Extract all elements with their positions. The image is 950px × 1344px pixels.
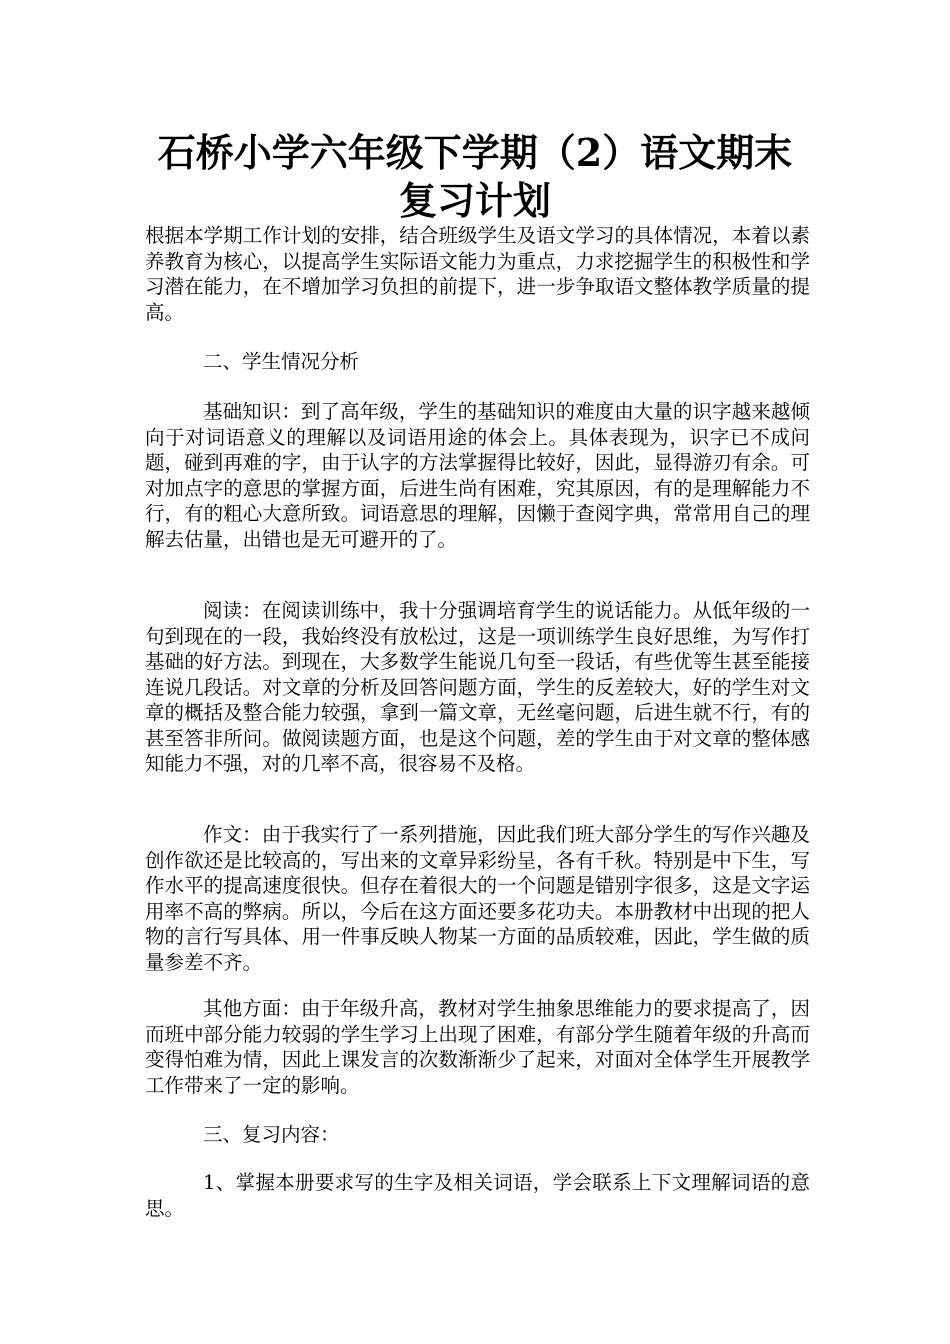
paragraph-other-aspects: 其他方面：由于年级升高，教材对学生抽象思维能力的要求提高了，因而班中部分能力较弱的学生学习上出现了困难，有部分学生随着年级的升高而变得怕难为情，因此上课发言的次数渐渐少了起来，对面对全体学生开展教学工作带来了一定的影响。 — [145, 997, 810, 1097]
review-item-1: 1、掌握本册要求写的生字及相关词语，学会联系上下文理解词语的意思。 — [145, 1171, 810, 1220]
intro-paragraph: 根据本学期工作计划的安排，结合班级学生及语文学习的具体情况，本着以素养教育为核心，以提高学生实际语文能力为重点，力求挖掘学生的积极性和学习潜在能力，在不增加学习负担的前提下，进一步争取语文整体教学质量的提高。 — [145, 224, 810, 324]
paragraph-reading: 阅读：在阅读训练中，我十分强调培育学生的说话能力。从低年级的一句到现在的一段，我始终没有放松过，这是一项训练学生良好思维，为写作打基础的好方法。到现在，大多数学生能说几句至一段话，有些优等生甚至能接连说几段话。对文章的分析及回答问题方面，学生的反差较大，好的学生对文章的概括及整合能力较强，拿到一篇文章，无丝毫问题，后进生就不行，有的甚至答非所问。做阅读题方面，也是这个问题，差的学生由于对文章的整体感知能力不强，对的几率不高，很容易不及格。 — [145, 599, 810, 775]
paragraph-writing: 作文：由于我实行了一系列措施，因此我们班大部分学生的写作兴趣及创作欲还是比较高的，写出来的文章异彩纷呈，各有千秋。特别是中下生，写作水平的提高速度很快。但存在着很大的一个问题是错别字很多，这是文字运用率不高的弊病。所以，今后在这方面还要多花功夫。本册教材中出现的把人物的言行写具体、用一件事反映人物某一方面的品质较难，因此，学生做的质量参差不齐。 — [145, 823, 810, 974]
document-title-line-2: 复习计划 — [398, 178, 551, 223]
document-title-line-1: 石桥小学六年级下学期（2）语文期末 — [157, 130, 793, 175]
section-heading-review-content: 三、复习内容： — [203, 1123, 340, 1146]
paragraph-basic-knowledge: 基础知识：到了高年级，学生的基础知识的难度由大量的识字越来越倾向于对词语意义的理解以及词语用途的体会上。具体表现为，识字已不成问题，碰到再难的字，由于认字的方法掌握得比较好，因此，显得游刃有余。可对加点字的意思的掌握方面，后进生尚有困难，究其原因，有的是理解能力不行，有的粗心大意所致。词语意思的理解，因懒于查阅字典，常常用自己的理解去估量，出错也是无可避开的了。 — [145, 400, 810, 551]
section-heading-student-analysis: 二、学生情况分析 — [203, 350, 360, 373]
